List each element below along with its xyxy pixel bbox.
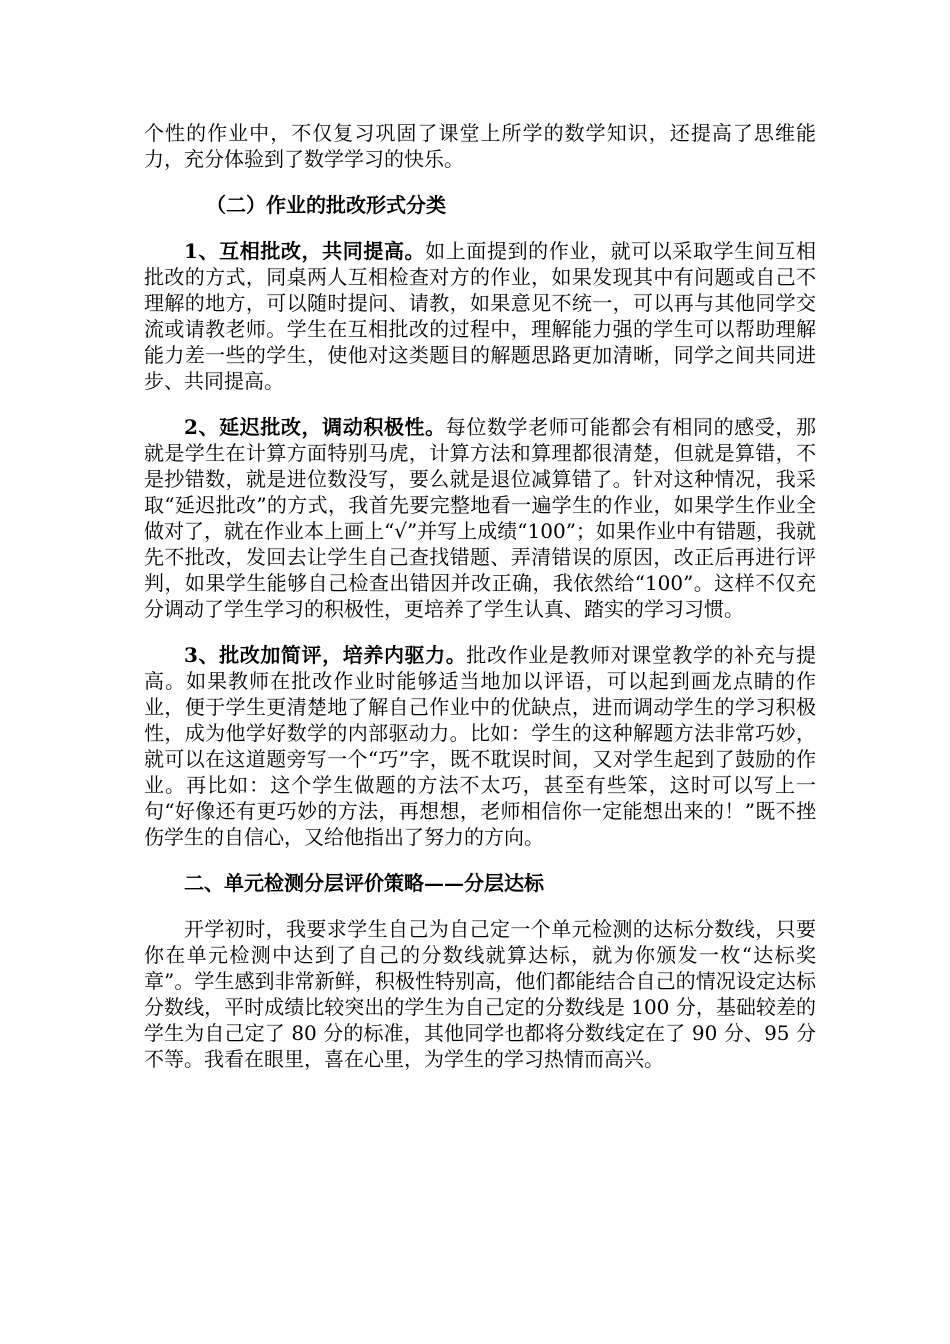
paragraph-lead: 3、批改加简评，培养内驱力。 bbox=[184, 643, 467, 667]
paragraph-mutual-grading bbox=[144, 238, 816, 394]
paragraph-body: 批改作业是教师对课堂教学的补充与提高。如果教师在批改作业时能够适当地加以评语，可以起到画龙点睛的作业，便于学生更清楚地了解自己作业中的优缺点，进而调动学生的学习积极性，成为他学好数学的内部驱动力。比如：学生的这种解题方法非常巧妙，就可以在这道题旁写一个“巧”字，既不耽误时间，又对学生起到了鼓励的作业。再比如：这个学生做题的方法不太巧，甚至有些笨，这时可以写上一句“好像还有更巧妙的方法，再想想，老师相信你一定能想出来的！”既不挫伤学生的自信心，又给他指出了努力的方向。 bbox=[144, 643, 817, 849]
paragraph-delayed-grading bbox=[144, 414, 816, 622]
document-page bbox=[144, 120, 816, 1092]
paragraph-body: 每位数学老师可能都会有相同的感受，那就是学生在计算方面特别马虎，计算方法和算理都很清楚，但就是算错，不是抄错数，就是进位数没写，要么就是退位减算错了。针对这种情况，我采取“延迟批改”的方式，我首先要完整地看一遍学生的作业，如果学生作业全做对了，就在作业本上画上“√”并写上成绩“100”；如果作业中有错题，我就先不批改，发回去让学生自己查找错题、弄清错误的原因，改正后再进行评判，如果学生能够自己检查出错因并改正确，我依然给“100”。这样不仅充分调动了学生学习的积极性，更培养了学生认真、踏实的学习习惯。 bbox=[144, 415, 816, 621]
section-heading-unit-test: 二、单元检测分层评价策略——分层达标 bbox=[184, 871, 544, 895]
paragraph-continuation: 个性的作业中，不仅复习巩固了课堂上所学的数学知识，还提高了思维能力，充分体验到了数学学习的快乐。 bbox=[144, 121, 816, 171]
section-heading-grading-forms: （二）作业的批改形式分类 bbox=[206, 193, 446, 217]
paragraph-body: 如上面提到的作业，就可以采取学生间互相批改的方式，同桌两人互相检查对方的作业，如果发现其中有问题或自己不理解的地方，可以随时提问、请教，如果意见不统一，可以再与其他同学交流或请教老师。学生在互相批改的过程中，理解能力强的学生可以帮助理解能力差一些的学生，使他对这类题目的解题思路更加清晰，同学之间共同进步、共同提高。 bbox=[144, 239, 817, 393]
paragraph-lead: 2、延迟批改，调动积极性。 bbox=[184, 415, 446, 439]
paragraph-unit-test: 开学初时，我要求学生自己为自己定一个单元检测的达标分数线，只要你在单元检测中达到了自己的分数线就算达标，就为你颁发一枚“达标奖章”。学生感到非常新鲜，积极性特别高，他们都能结合自己的情况设定达标分数线，平时成绩比较突出的学生为自己定的分数线是 100 分，基础较差的学生为自己定了 80 分的标准，其他同学也都将分数线定在了 90 分、95 分不等。我看在眼里，喜在心里，为学生的学习热情而高兴。 bbox=[144, 917, 816, 1071]
paragraph-lead: 1、互相批改，共同提高。 bbox=[184, 239, 426, 263]
paragraph-grading-with-comments bbox=[144, 642, 816, 850]
